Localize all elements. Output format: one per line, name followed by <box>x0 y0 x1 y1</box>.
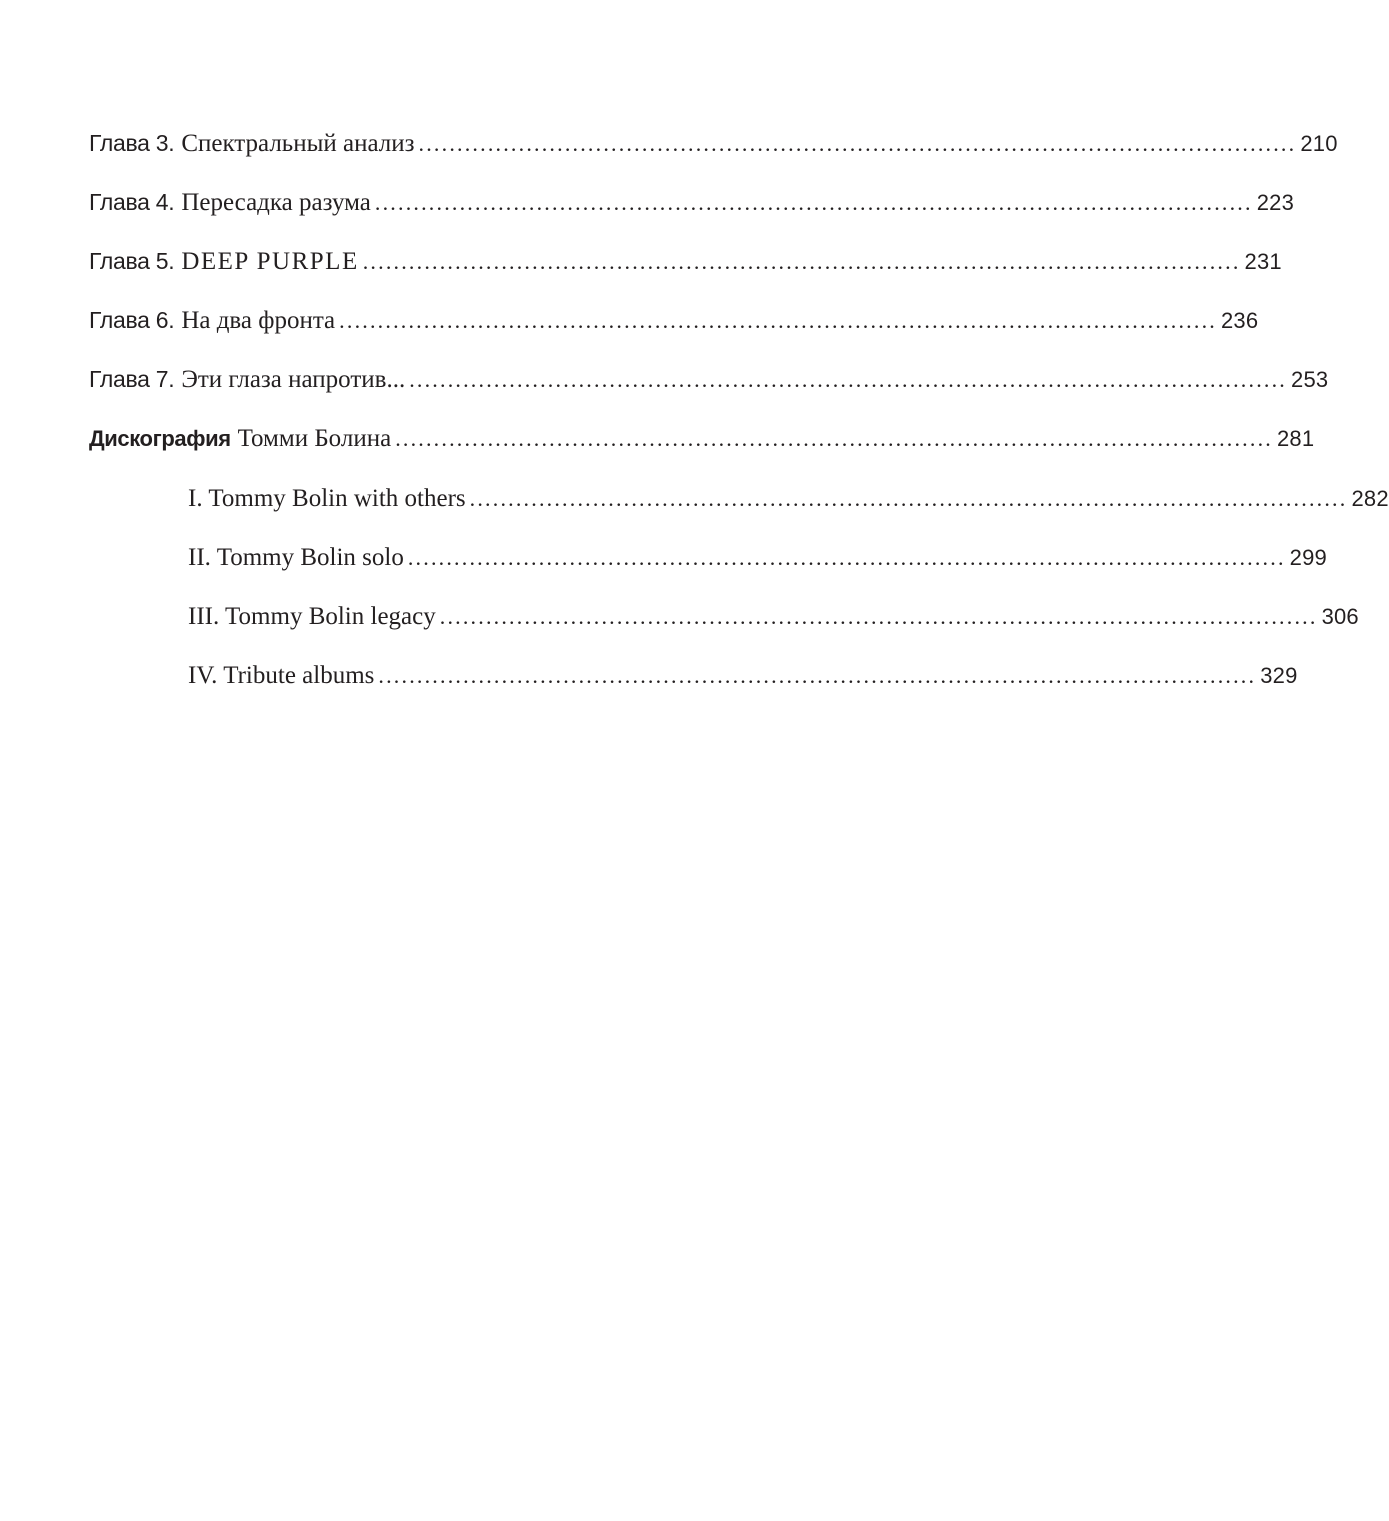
toc-entry-section-1[interactable] <box>188 484 1389 514</box>
toc-entry-chapter-6[interactable] <box>89 305 1259 336</box>
chapter-title: DEEP PURPLE <box>181 248 359 275</box>
section-title: IV. Tribute albums <box>188 662 375 689</box>
page-number: 306 <box>1321 604 1359 629</box>
toc-entry-section-2[interactable] <box>188 543 1327 573</box>
toc-entry-label <box>89 128 415 159</box>
toc-entry-label <box>188 543 404 573</box>
chapter-prefix: Глава 7. <box>89 366 175 392</box>
dot-leader: .................................................................................................................. <box>469 486 1348 511</box>
toc-entry-discography[interactable] <box>89 424 1315 454</box>
page-number: 223 <box>1256 190 1295 215</box>
toc-entry-label <box>89 187 371 218</box>
chapter-title: Эти глаза напротив... <box>181 366 406 393</box>
section-title: I. Tommy Bolin with others <box>188 485 466 512</box>
discography-heading: Дискография <box>89 426 231 451</box>
section-title: III. Tommy Bolin legacy <box>188 603 436 630</box>
chapter-prefix: Глава 6. <box>89 307 175 333</box>
dot-leader: .................................................................................................................. <box>374 190 1253 215</box>
page-number: 253 <box>1291 367 1329 392</box>
page-number: 281 <box>1277 426 1315 451</box>
page-number: 282 <box>1351 486 1389 511</box>
page-number: 236 <box>1220 308 1259 333</box>
toc-entry-chapter-4[interactable] <box>89 187 1295 218</box>
discography-title: Томми Болина <box>237 425 392 452</box>
toc-entry-chapter-3[interactable] <box>89 128 1338 159</box>
toc-entry-label <box>89 305 335 336</box>
page-number: 210 <box>1300 131 1338 156</box>
dot-leader: .................................................................................................................. <box>418 131 1297 156</box>
chapter-prefix: Глава 4. <box>89 189 175 215</box>
dot-leader: .................................................................................................................. <box>409 367 1288 392</box>
toc-entry-chapter-7[interactable] <box>89 364 1329 395</box>
page-number: 231 <box>1244 249 1282 274</box>
toc-entry-chapter-5[interactable] <box>89 246 1282 277</box>
dot-leader: .................................................................................................................. <box>395 426 1273 451</box>
page-number: 329 <box>1260 663 1298 688</box>
chapter-prefix: Глава 3. <box>89 130 175 156</box>
page-number: 299 <box>1289 545 1327 570</box>
dot-leader: .................................................................................................................. <box>439 604 1318 629</box>
section-title: II. Tommy Bolin solo <box>188 544 404 571</box>
chapter-title: Пересадка разума <box>181 189 371 216</box>
toc-entry-section-3[interactable] <box>188 602 1359 632</box>
chapter-title: Спектральный анализ <box>181 130 415 157</box>
chapter-prefix: Глава 5. <box>89 248 175 274</box>
toc-entry-label <box>89 424 391 454</box>
toc-entry-label <box>188 602 436 632</box>
toc-entry-section-4[interactable] <box>188 661 1298 691</box>
dot-leader: .................................................................................................................. <box>362 249 1241 274</box>
dot-leader: .................................................................................................................. <box>407 545 1286 570</box>
toc-entry-label <box>89 246 359 277</box>
dot-leader: .................................................................................................................. <box>378 663 1257 688</box>
chapter-title: На два фронта <box>181 307 336 334</box>
dot-leader: .................................................................................................................. <box>339 308 1217 333</box>
toc-entry-label <box>188 661 374 691</box>
toc-entry-label <box>188 484 466 514</box>
toc-entry-label <box>89 364 405 395</box>
